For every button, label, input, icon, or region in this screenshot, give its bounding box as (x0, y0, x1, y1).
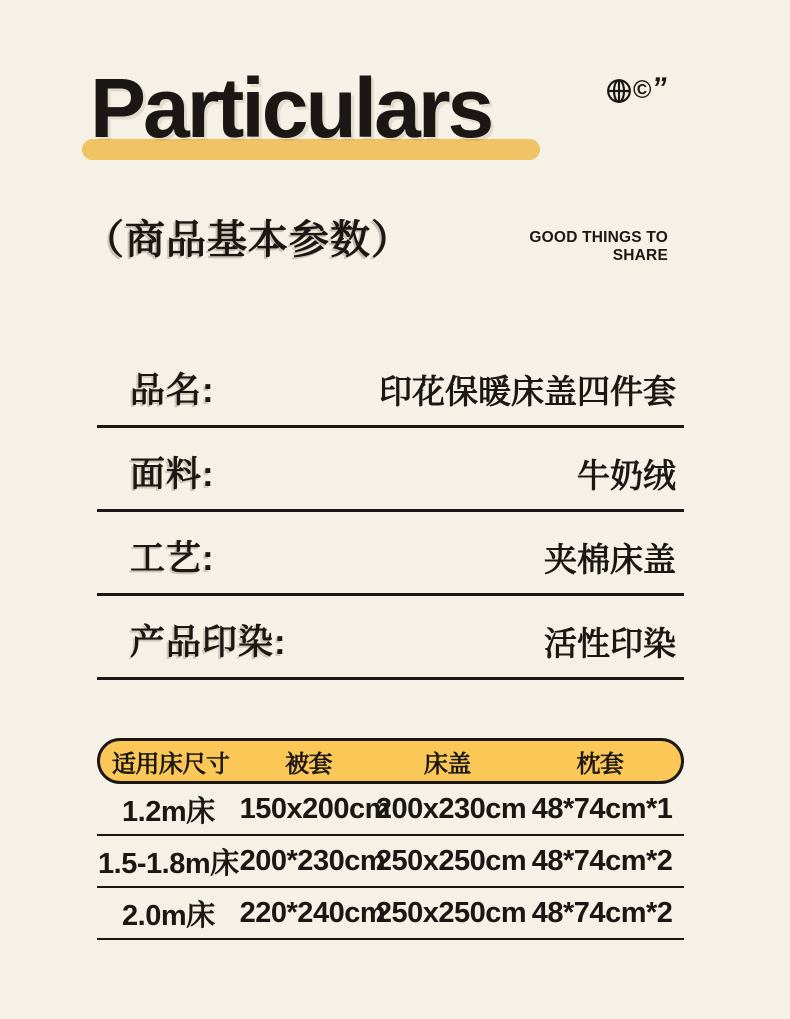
size-table-header (97, 738, 684, 784)
spec-list (97, 344, 684, 680)
spec-row-craft (97, 512, 684, 596)
tagline (529, 229, 668, 265)
cell-bed-size: 2.0m床 (122, 899, 215, 932)
spec-label: 面料: (130, 455, 215, 494)
cell-bed-cover: 250x250cm (375, 896, 527, 929)
column-header-bed-size: 适用床尺寸 (111, 750, 230, 778)
table-row (97, 784, 684, 836)
tagline-line-2: SHARE (612, 247, 668, 264)
spec-row-dyeing (97, 596, 684, 680)
spec-value: 印花保暖床盖四件套 (379, 373, 676, 410)
page-title: Particulars (90, 61, 492, 155)
title-block (82, 58, 552, 168)
cell-bed-cover: 200x230cm (375, 792, 527, 825)
column-header-pillowcase: 枕套 (576, 750, 624, 778)
column-header-duvet-cover: 被套 (285, 750, 333, 778)
cell-pillowcase: 48*74cm*2 (531, 844, 673, 877)
cell-pillowcase: 48*74cm*2 (531, 896, 673, 929)
spec-label: 工艺: (130, 539, 215, 578)
spec-row-product-name (97, 344, 684, 428)
size-table (97, 738, 684, 940)
spec-row-fabric (97, 428, 684, 512)
spec-value: 夹棉床盖 (544, 541, 676, 578)
spec-label: 品名: (130, 371, 215, 410)
cell-bed-cover: 250x250cm (375, 844, 527, 877)
copyright-icon: © (633, 76, 652, 104)
column-header-bed-cover: 床盖 (423, 750, 471, 778)
logo-marks (606, 72, 670, 105)
subtitle-product-parameters: （商品基本参数） (84, 218, 412, 262)
cell-bed-size: 1.2m床 (122, 795, 215, 828)
cell-duvet-cover: 150x200cm (239, 792, 390, 825)
quote-icon: ” (650, 72, 670, 105)
globe-icon (606, 78, 632, 104)
spec-label: 产品印染: (130, 623, 287, 662)
cell-duvet-cover: 200*230cm (239, 844, 386, 877)
table-row (97, 836, 684, 888)
tagline-line-1: GOOD THINGS TO (529, 229, 668, 246)
table-row (97, 888, 684, 940)
cell-duvet-cover: 220*240cm (239, 896, 386, 929)
cell-bed-size: 1.5-1.8m床 (98, 847, 239, 880)
cell-pillowcase: 48*74cm*1 (531, 792, 673, 825)
spec-value: 牛奶绒 (577, 457, 676, 494)
spec-value: 活性印染 (544, 625, 676, 662)
